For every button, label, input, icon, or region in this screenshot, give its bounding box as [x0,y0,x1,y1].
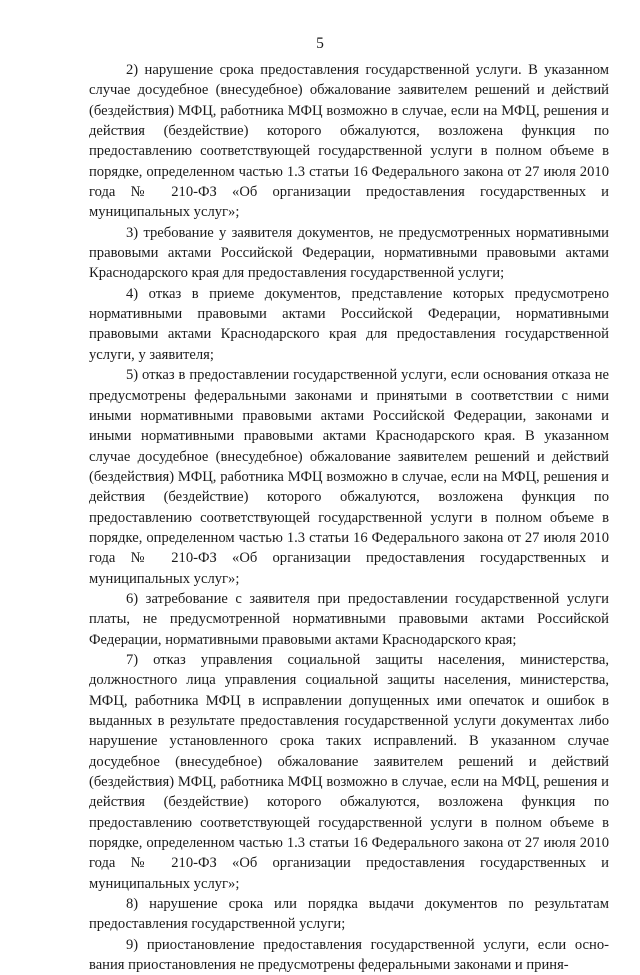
paragraph-item-8: 8) нарушение срока или порядка выдачи документов по результатам предоставления государственной услуги; [89,896,609,933]
paragraph-item-7: 7) отказ управления социальной защиты населения, министерства, должностного лица управления социальной защиты населения, министерства, МФЦ, работника МФЦ в исправлении допущенных ими опечаток и ошибок в выданных в результате предоставления государственной услуги документах либо нарушение установленного срока таких исправлений. В указанном случае досудебное (внесудебное) обжалование заявителем решений и действий (бездействия) МФЦ, работника МФЦ возможно в случае, если на МФЦ, решения и действия (бездействие) которого обжалуются, возложена функция по предоставлению соответствующей государственной услуги в полном объеме в порядке, определенном частью 1.3 статьи 16 Федерального закона от 27 июля 2010 года № 210-ФЗ «Об организации предоставления государственных и муниципальных услуг»; [89,651,609,892]
paragraph-item-6: 6) затребование с заявителя при предоставлении государственной услуги платы, не предусмотренной нормативными правовыми актами Российской Федерации, нормативными правовыми актами Краснодарского края; [89,590,609,648]
document-body [89,60,609,975]
paragraph-item-5: 5) отказ в предоставлении государственной услуги, если основания отказа не предусмотрены федеральными законами и принятыми в соответствии с ними иными нормативными правовыми актами Российской Федерации, законами и иными нормативными правовыми актами Краснодарского края. В указанном случае досудебное (внесудебное) обжалование заявителем решений и действий (бездействия) МФЦ, работника МФЦ возможно в случае, если на МФЦ, решения и действия (бездействие) которого обжалуются, возложена функция по предоставлению соответствующей государственной услуги в полном объеме в порядке, определенном частью 1.3 статьи 16 Федерального закона от 27 июля 2010 года № 210-ФЗ «Об организации предоставления государственных и муниципальных услуг»; [89,367,609,587]
paragraph-item-4: 4) отказ в приеме документов, представление которых предусмотрено нормативными правовыми актами Российской Федерации, нормативными правовыми актами Краснодарского края для предоставления государственной услуги, у заявителя; [89,285,609,363]
paragraph-item-2: 2) нарушение срока предоставления государственной услуги. В указанном случае досудебное (внесудебное) обжалование заявителем решений и действий (бездействия) МФЦ, работника МФЦ возможно в случае, если на МФЦ, решения и действия (бездействие) которого обжалуются, возложена функция по предоставлению соответствующей государственной услуги в полном объеме в порядке, определенном частью 1.3 статьи 16 Федерального закона от 27 июля 2010 года № 210-ФЗ «Об организации предоставления государственных и муниципальных услуг»; [89,62,609,221]
paragraph-item-3: 3) требование у заявителя документов, не предусмотренных нормативными правовыми актами Российской Федерации, нормативными правовыми актами Краснодарского края для предоставления государственной услуги; [89,224,609,282]
paragraph-item-9: 9) приостановление предоставления государственной услуги, если основания приостановления не предусмотрены федеральными законами и приня- [89,936,609,974]
page-number: 5 [316,35,324,52]
